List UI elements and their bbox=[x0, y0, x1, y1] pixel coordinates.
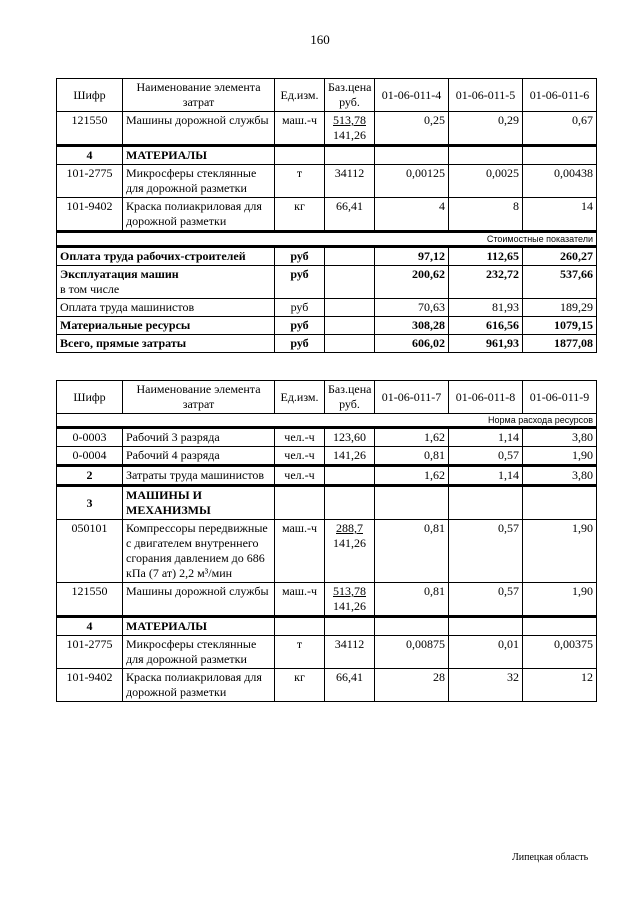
row-name: Рабочий 3 разряда bbox=[123, 428, 275, 447]
table-header-row bbox=[57, 79, 597, 112]
row-value-2: 8 bbox=[449, 198, 523, 232]
section-row bbox=[57, 486, 597, 520]
row-value-2: 0,01 bbox=[449, 636, 523, 669]
header-price: Баз.цена руб. bbox=[325, 79, 375, 112]
row-value-3: 1,90 bbox=[523, 447, 597, 466]
row-code: 4 bbox=[57, 617, 123, 636]
row-value-3: 12 bbox=[523, 669, 597, 702]
row-code: 2 bbox=[57, 466, 123, 486]
table-row bbox=[57, 198, 597, 232]
summary-value-1: 97,12 bbox=[375, 247, 449, 266]
row-name: Краска полиакриловая для дорожной разметки bbox=[123, 669, 275, 702]
section-row bbox=[57, 146, 597, 165]
row-price bbox=[325, 520, 375, 583]
row-value-2: 1,14 bbox=[449, 466, 523, 486]
header-unit: Ед.изм. bbox=[275, 381, 325, 414]
row-unit: маш.-ч bbox=[275, 520, 325, 583]
row-code: 101-2775 bbox=[57, 165, 123, 198]
table-row bbox=[57, 636, 597, 669]
row-price: 66,41 bbox=[325, 198, 375, 232]
row-value-2: 0,57 bbox=[449, 583, 523, 617]
row-price bbox=[325, 583, 375, 617]
summary-name: Оплата труда машинистов bbox=[57, 299, 275, 317]
row-unit: т bbox=[275, 636, 325, 669]
row-value-2: 0,57 bbox=[449, 447, 523, 466]
row-name: МАШИНЫ И МЕХАНИЗМЫ bbox=[123, 486, 275, 520]
resource-table-1 bbox=[56, 78, 597, 353]
row-code: 050101 bbox=[57, 520, 123, 583]
row-value-2: 1,14 bbox=[449, 428, 523, 447]
section-label: Стоимостные показатели bbox=[57, 232, 597, 247]
row-code: 3 bbox=[57, 486, 123, 520]
price-value-2: 141,26 bbox=[333, 128, 366, 142]
row-value-2: 0,57 bbox=[449, 520, 523, 583]
table-row bbox=[57, 428, 597, 447]
resource-table-2 bbox=[56, 380, 597, 702]
summary-row bbox=[57, 299, 597, 317]
row-name: МАТЕРИАЛЫ bbox=[123, 146, 275, 165]
row-value-1: 0,00125 bbox=[375, 165, 449, 198]
summary-value-3: 1079,15 bbox=[523, 317, 597, 335]
row-value-3: 0,00375 bbox=[523, 636, 597, 669]
table-row bbox=[57, 583, 597, 617]
summary-unit: руб bbox=[275, 317, 325, 335]
row-value-2: 0,29 bbox=[449, 112, 523, 146]
summary-value-3: 537,66 bbox=[523, 266, 597, 299]
header-col-2: 01-06-011-5 bbox=[449, 79, 523, 112]
row-value-3: 14 bbox=[523, 198, 597, 232]
row-value-1: 1,62 bbox=[375, 428, 449, 447]
section-row bbox=[57, 617, 597, 636]
summary-value-2: 81,93 bbox=[449, 299, 523, 317]
price-value: 513,78 bbox=[333, 113, 366, 127]
row-value-3: 0,67 bbox=[523, 112, 597, 146]
summary-row bbox=[57, 247, 597, 266]
summary-name bbox=[57, 266, 275, 299]
header-name: Наименование элемента затрат bbox=[123, 79, 275, 112]
row-value-3: 3,80 bbox=[523, 466, 597, 486]
summary-row bbox=[57, 317, 597, 335]
row-code: 101-9402 bbox=[57, 198, 123, 232]
summary-value-1: 70,63 bbox=[375, 299, 449, 317]
table-row bbox=[57, 520, 597, 583]
summary-row bbox=[57, 266, 597, 299]
row-name: Микросферы стеклянные для дорожной разметки bbox=[123, 636, 275, 669]
table-row bbox=[57, 669, 597, 702]
price-value-2: 141,26 bbox=[333, 599, 366, 613]
summary-value-2: 961,93 bbox=[449, 335, 523, 353]
section-label-row bbox=[57, 232, 597, 247]
page-number: 160 bbox=[310, 32, 330, 47]
row-name: Рабочий 4 разряда bbox=[123, 447, 275, 466]
row-price: 123,60 bbox=[325, 428, 375, 447]
summary-value-2: 232,72 bbox=[449, 266, 523, 299]
row-code: 121550 bbox=[57, 583, 123, 617]
summary-unit: руб bbox=[275, 335, 325, 353]
row-unit: маш.-ч bbox=[275, 112, 325, 146]
table-row bbox=[57, 466, 597, 486]
summary-name-main: Эксплуатация машин bbox=[60, 267, 179, 281]
header-col-1: 01-06-011-7 bbox=[375, 381, 449, 414]
row-code: 4 bbox=[57, 146, 123, 165]
row-price: 34112 bbox=[325, 636, 375, 669]
summary-value-3: 189,29 bbox=[523, 299, 597, 317]
price-value: 513,78 bbox=[333, 584, 366, 598]
table-header-row bbox=[57, 381, 597, 414]
summary-value-1: 200,62 bbox=[375, 266, 449, 299]
table-row bbox=[57, 447, 597, 466]
row-value-2: 32 bbox=[449, 669, 523, 702]
table-row bbox=[57, 165, 597, 198]
row-unit: чел.-ч bbox=[275, 447, 325, 466]
row-value-2: 0,0025 bbox=[449, 165, 523, 198]
summary-value-1: 308,28 bbox=[375, 317, 449, 335]
row-price: 66,41 bbox=[325, 669, 375, 702]
header-name: Наименование элемента затрат bbox=[123, 381, 275, 414]
row-unit: чел.-ч bbox=[275, 428, 325, 447]
row-name: Микросферы стеклянные для дорожной разметки bbox=[123, 165, 275, 198]
row-value-1: 1,62 bbox=[375, 466, 449, 486]
summary-name: Всего, прямые затраты bbox=[57, 335, 275, 353]
row-value-1: 4 bbox=[375, 198, 449, 232]
row-unit: кг bbox=[275, 198, 325, 232]
row-value-3: 1,90 bbox=[523, 583, 597, 617]
header-col-3: 01-06-011-9 bbox=[523, 381, 597, 414]
row-value-1: 0,25 bbox=[375, 112, 449, 146]
summary-unit: руб bbox=[275, 266, 325, 299]
row-name: Затраты труда машинистов bbox=[123, 466, 275, 486]
summary-unit: руб bbox=[275, 247, 325, 266]
row-value-3: 3,80 bbox=[523, 428, 597, 447]
row-code: 0-0004 bbox=[57, 447, 123, 466]
footer-region: Липецкая область bbox=[512, 852, 589, 863]
header-col-3: 01-06-011-6 bbox=[523, 79, 597, 112]
row-value-1: 0,81 bbox=[375, 520, 449, 583]
row-name: Машины дорожной службы bbox=[123, 112, 275, 146]
row-name: Краска полиакриловая для дорожной разметки bbox=[123, 198, 275, 232]
row-unit: маш.-ч bbox=[275, 583, 325, 617]
summary-value-3: 1877,08 bbox=[523, 335, 597, 353]
header-unit: Ед.изм. bbox=[275, 79, 325, 112]
header-col-1: 01-06-011-4 bbox=[375, 79, 449, 112]
summary-value-1: 606,02 bbox=[375, 335, 449, 353]
summary-value-3: 260,27 bbox=[523, 247, 597, 266]
row-name: Машины дорожной службы bbox=[123, 583, 275, 617]
section-label-row bbox=[57, 414, 597, 428]
price-value-2: 141,26 bbox=[333, 536, 366, 550]
row-value-1: 0,00875 bbox=[375, 636, 449, 669]
row-value-1: 0,81 bbox=[375, 447, 449, 466]
summary-name-sub: в том числе bbox=[60, 282, 120, 296]
header-price: Баз.цена руб. bbox=[325, 381, 375, 414]
summary-unit: руб bbox=[275, 299, 325, 317]
header-code: Шифр bbox=[57, 79, 123, 112]
row-code: 0-0003 bbox=[57, 428, 123, 447]
summary-name: Оплата труда рабочих-строителей bbox=[57, 247, 275, 266]
summary-value-2: 112,65 bbox=[449, 247, 523, 266]
row-price bbox=[325, 112, 375, 146]
row-unit: кг bbox=[275, 669, 325, 702]
row-code: 121550 bbox=[57, 112, 123, 146]
row-unit: т bbox=[275, 165, 325, 198]
row-name: Компрессоры передвижные с двигателем внутреннего сгорания давлением до 686 кПа (7 ат) 2,2 м³/мин bbox=[123, 520, 275, 583]
row-value-3: 1,90 bbox=[523, 520, 597, 583]
row-price: 34112 bbox=[325, 165, 375, 198]
price-value: 288,7 bbox=[336, 521, 363, 535]
row-name: МАТЕРИАЛЫ bbox=[123, 617, 275, 636]
row-unit: чел.-ч bbox=[275, 466, 325, 486]
row-code: 101-9402 bbox=[57, 669, 123, 702]
header-col-2: 01-06-011-8 bbox=[449, 381, 523, 414]
summary-name: Материальные ресурсы bbox=[57, 317, 275, 335]
row-value-1: 28 bbox=[375, 669, 449, 702]
table-row bbox=[57, 112, 597, 146]
header-code: Шифр bbox=[57, 381, 123, 414]
row-value-3: 0,00438 bbox=[523, 165, 597, 198]
row-code: 101-2775 bbox=[57, 636, 123, 669]
row-value-1: 0,81 bbox=[375, 583, 449, 617]
section-label: Норма расхода ресурсов bbox=[57, 414, 597, 428]
summary-value-2: 616,56 bbox=[449, 317, 523, 335]
row-price: 141,26 bbox=[325, 447, 375, 466]
summary-row bbox=[57, 335, 597, 353]
